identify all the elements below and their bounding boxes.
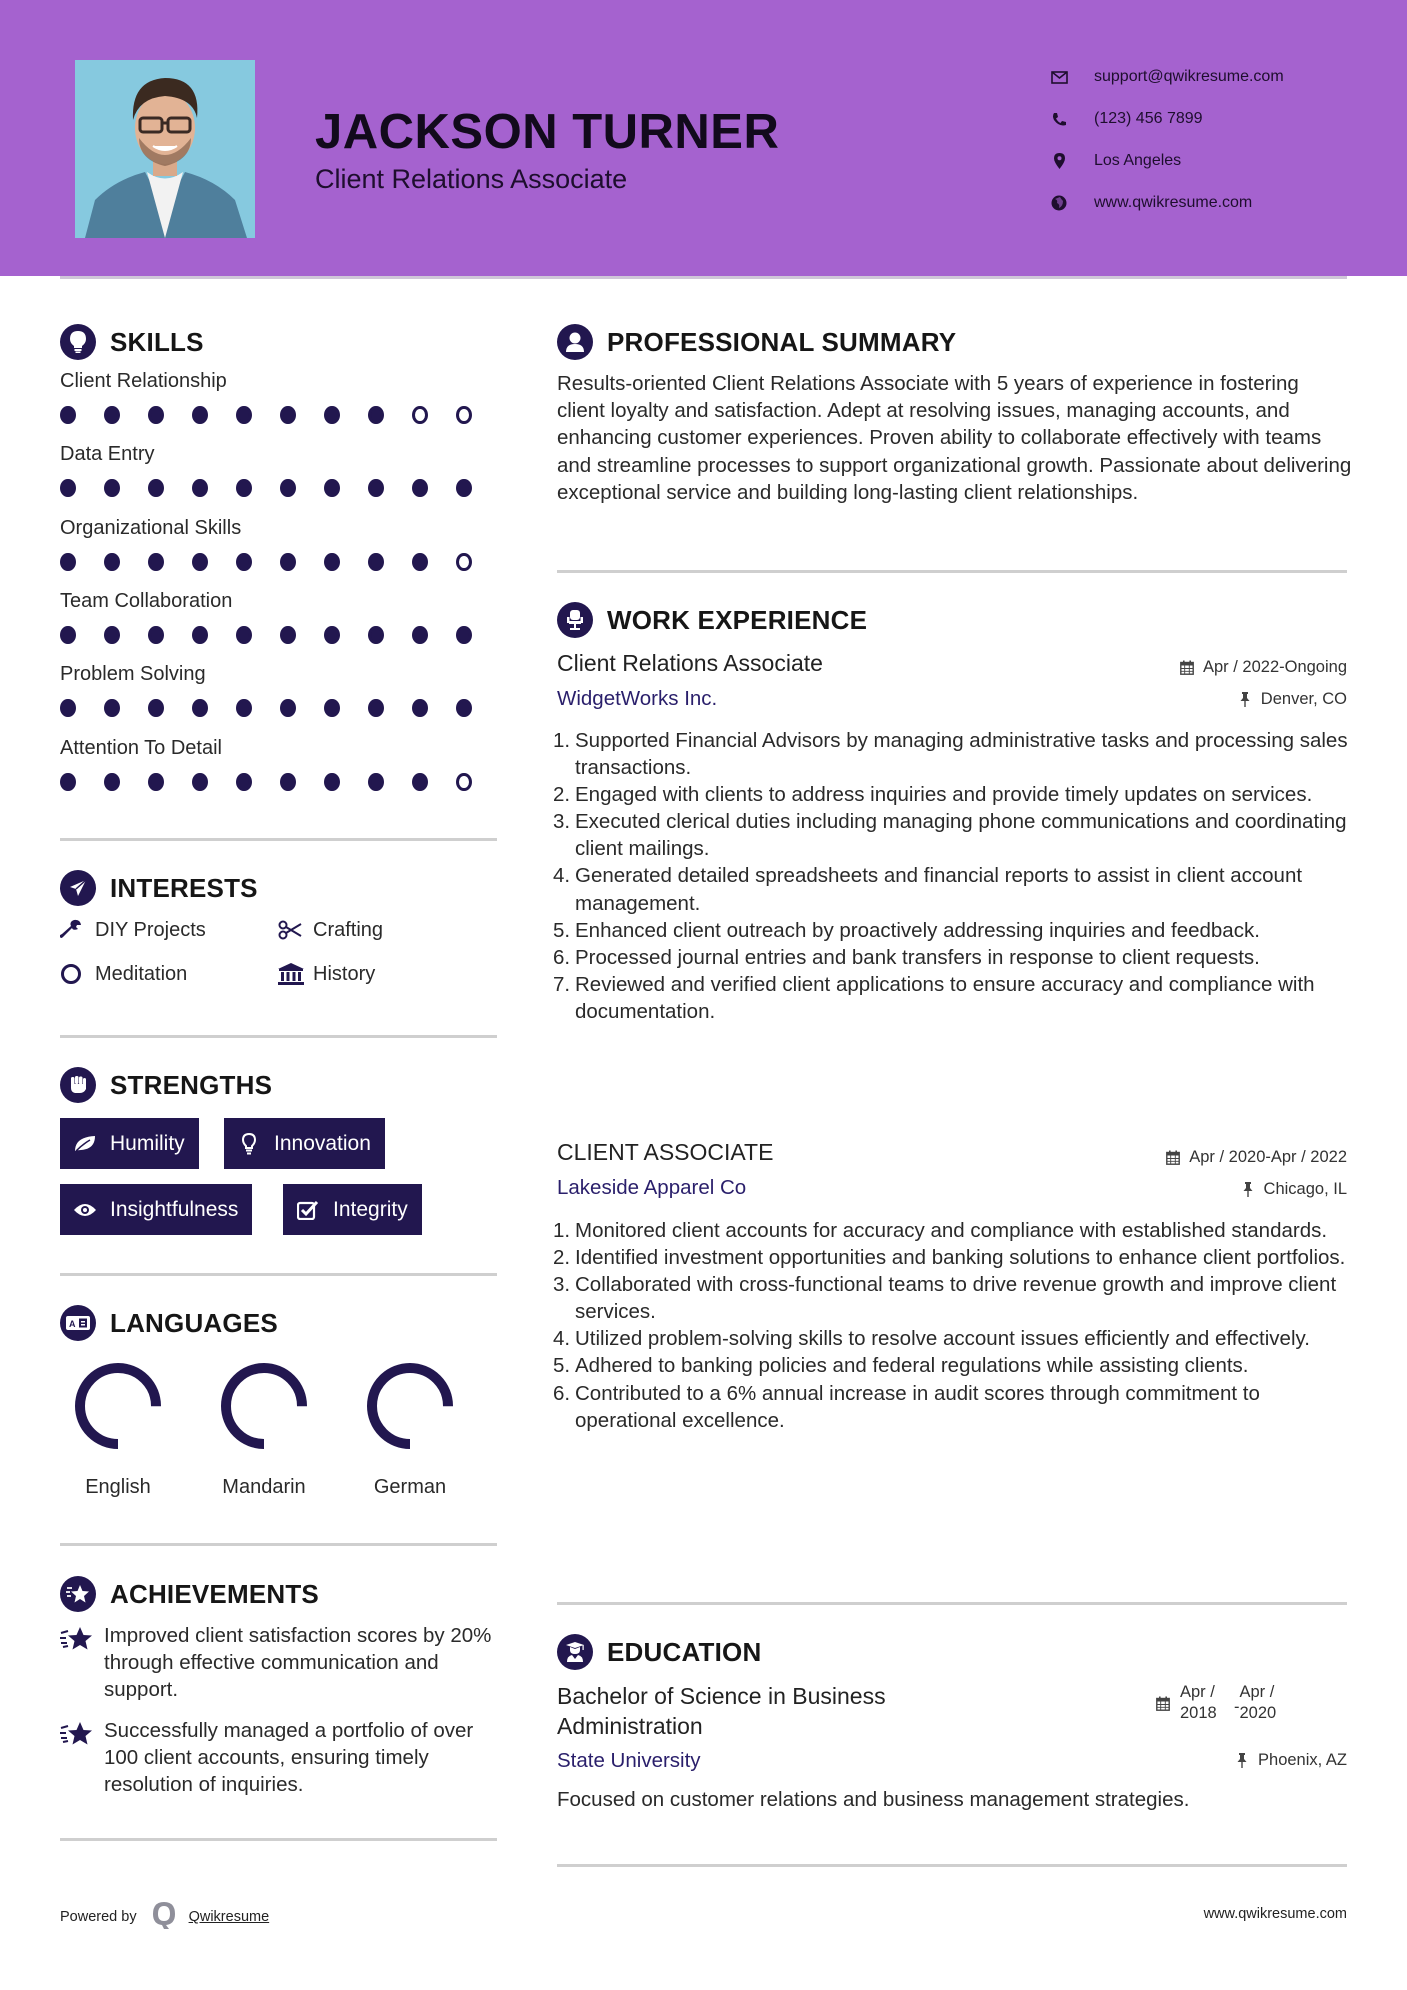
responsibility-item (553, 727, 1352, 781)
phone-icon (1050, 110, 1068, 128)
responsibility-item (553, 1217, 1352, 1244)
languages-title: LANGUAGES (110, 1307, 278, 1338)
responsibility-text: Contributed to a 6% annual increase in audit scores through commitment to operational excellence. (575, 1381, 1260, 1432)
rating-dot-filled (192, 553, 208, 571)
qwikresume-link[interactable]: Qwikresume (188, 1909, 270, 1925)
job-dates (1165, 1148, 1347, 1167)
language-icon (60, 1305, 96, 1341)
education-description: Focused on customer relations and business management strategies. (557, 1788, 1190, 1811)
skill-rating (60, 773, 500, 791)
responsibility-text: Collaborated with cross-functional teams to drive revenue growth and improve client services. (575, 1273, 1337, 1324)
contact-location (1050, 140, 1284, 182)
end-month: Apr / (1239, 1683, 1275, 1701)
experience-heading (557, 602, 867, 638)
calendar-icon (1165, 1150, 1181, 1166)
interests-title: INTERESTS (110, 872, 258, 903)
education-end (1240, 1682, 1290, 1724)
job-title: CLIENT ASSOCIATE (557, 1139, 774, 1165)
responsibility-item (553, 1325, 1352, 1352)
skill-rating (60, 699, 500, 717)
qwikresume-logo-icon (151, 1900, 177, 1934)
strength-tag-humility (60, 1118, 199, 1169)
skill-name: Data Entry (60, 443, 155, 466)
rating-dot-filled (60, 406, 76, 424)
job-dates (1179, 658, 1347, 677)
achievements-title: ACHIEVEMENTS (110, 1578, 319, 1609)
responsibility-item (553, 971, 1352, 1025)
list-number: 7. (553, 972, 571, 996)
contact-website[interactable] (1050, 182, 1284, 224)
list-number: 4. (553, 864, 571, 888)
rating-dot-filled (412, 773, 428, 791)
calendar-icon (1156, 1696, 1172, 1711)
section-divider (60, 1838, 497, 1841)
contact-location-text: Los Angeles (1094, 152, 1182, 169)
contact-email[interactable] (1050, 56, 1284, 98)
skills-heading (60, 324, 204, 360)
skill-item (60, 370, 500, 424)
section-divider (557, 570, 1347, 573)
rating-dot-empty (456, 773, 472, 791)
list-number: 3. (553, 1273, 571, 1297)
rating-dot-filled (104, 406, 120, 424)
interest-item (278, 962, 375, 986)
rating-dot-filled (456, 699, 472, 717)
globe-icon (1050, 194, 1068, 212)
skill-item (60, 590, 500, 644)
responsibility-text: Engaged with clients to address inquiries and provide timely updates on services. (575, 783, 1313, 807)
rating-dot-filled (280, 626, 296, 644)
job-company: Lakeside Apparel Co (557, 1176, 747, 1199)
list-number: 6. (553, 945, 571, 969)
language-progress-ring (72, 1360, 164, 1452)
rating-dot-empty (456, 553, 472, 571)
interest-item (60, 918, 206, 942)
star-badge-icon (60, 1576, 96, 1612)
education-location-text: Phoenix, AZ (1258, 1751, 1347, 1769)
rating-dot-filled (148, 699, 164, 717)
responsibility-text: Reviewed and verified client applications to ensure accuracy and compliance with documentation. (575, 972, 1315, 1023)
strengths-title: STRENGTHS (110, 1069, 273, 1100)
rating-dot-filled (60, 773, 76, 791)
skill-rating (60, 553, 500, 571)
rating-dot-filled (324, 626, 340, 644)
rating-dot-filled (104, 479, 120, 497)
interest-label: Meditation (95, 962, 188, 985)
responsibility-text: Adhered to banking policies and federal regulations while assisting clients. (575, 1354, 1249, 1378)
interest-label: Crafting (313, 918, 384, 941)
contact-phone[interactable] (1050, 98, 1284, 140)
list-number: 4. (553, 1327, 571, 1351)
degree-line-1: Bachelor of Science in Business (557, 1683, 886, 1709)
pushpin-icon (1234, 1753, 1250, 1769)
list-number: 1. (553, 729, 571, 752)
strength-label: Innovation (274, 1131, 371, 1155)
responsibility-item (553, 808, 1352, 862)
rating-dot-filled (324, 479, 340, 497)
list-number: 5. (553, 1354, 571, 1378)
rating-dot-filled (368, 553, 384, 571)
rating-dot-filled (280, 553, 296, 571)
rating-dot-filled (60, 479, 76, 497)
contact-website-text: www.qwikresume.com (1094, 194, 1253, 211)
leaf-icon (72, 1133, 98, 1155)
candidate-name: JACKSON TURNER (315, 105, 780, 159)
list-number: 2. (553, 1246, 571, 1270)
achievements-heading (60, 1576, 319, 1612)
rating-dot-filled (148, 773, 164, 791)
interests-heading (60, 870, 258, 906)
responsibility-item (553, 1352, 1352, 1379)
list-number: 2. (553, 783, 571, 807)
education-heading (557, 1634, 761, 1670)
skill-name: Organizational Skills (60, 516, 242, 539)
skill-item (60, 663, 500, 717)
achievement-text: Successfully managed a portfolio of over 100 client accounts, ensuring timely resolution of inquiries. (104, 1719, 474, 1796)
achievement-item (60, 1717, 500, 1798)
responsibility-text: Executed clerical duties including managing phone communications and coordinating client mailings. (575, 810, 1347, 861)
lightbulb-icon (60, 324, 96, 360)
contact-phone-text: (123) 456 7899 (1094, 110, 1203, 127)
section-divider (557, 1602, 1347, 1605)
responsibility-text: Supported Financial Advisors by managing administrative tasks and processing sales transactions. (575, 729, 1348, 780)
rating-dot-filled (60, 626, 76, 644)
section-divider (60, 1543, 497, 1546)
education-title: EDUCATION (607, 1636, 762, 1667)
rating-dot-filled (192, 479, 208, 497)
strength-tag-insightfulness (60, 1184, 252, 1235)
paper-plane-icon (60, 870, 96, 906)
rating-dot-filled (148, 406, 164, 424)
wrench-icon (60, 918, 86, 942)
start-month: Apr / (1180, 1683, 1215, 1701)
rating-dot-filled (104, 553, 120, 571)
rating-dot-filled (324, 699, 340, 717)
start-year: 2018 (1180, 1704, 1217, 1722)
lightbulb-outline-icon (236, 1133, 262, 1155)
language-name: Mandarin (222, 1476, 306, 1498)
rating-dot-filled (412, 626, 428, 644)
job-location-text: Denver, CO (1260, 690, 1347, 708)
rating-dot-filled (368, 699, 384, 717)
rating-dot-filled (280, 406, 296, 424)
rating-dot-filled (236, 479, 252, 497)
summary-title: PROFESSIONAL SUMMARY (607, 326, 957, 357)
scissors-icon (278, 918, 304, 942)
job-responsibilities (553, 1217, 1352, 1434)
rating-dot-filled (368, 773, 384, 791)
language-name: German (373, 1476, 447, 1498)
languages-heading (60, 1305, 278, 1341)
graduate-icon (557, 1634, 593, 1670)
school-name: State University (557, 1749, 701, 1772)
job-title: Client Relations Associate (557, 650, 823, 676)
skills-title: SKILLS (110, 326, 204, 357)
end-year: 2020 (1239, 1704, 1277, 1722)
rating-dot-empty (456, 406, 472, 424)
pushpin-icon (1240, 1182, 1256, 1198)
rating-dot-filled (192, 406, 208, 424)
strength-label: Integrity (333, 1197, 408, 1221)
list-number: 1. (553, 1219, 571, 1242)
job-company: WidgetWorks Inc. (557, 687, 718, 710)
fist-icon (60, 1067, 96, 1103)
responsibility-item (553, 944, 1352, 971)
skill-name: Team Collaboration (60, 589, 233, 612)
user-icon (557, 324, 593, 360)
candidate-role: Client Relations Associate (315, 164, 628, 194)
responsibility-text: Monitored client accounts for accuracy and compliance with established standards. (575, 1219, 1328, 1242)
skill-rating (60, 406, 500, 424)
strength-label: Humility (110, 1131, 185, 1155)
eye-icon (72, 1199, 98, 1221)
rating-dot-filled (104, 773, 120, 791)
skill-name: Problem Solving (60, 663, 206, 686)
rating-dot-filled (456, 626, 472, 644)
profile-photo (75, 60, 255, 238)
rating-dot-filled (412, 479, 428, 497)
date-separator: - (1234, 1697, 1240, 1716)
language-name: English (85, 1476, 151, 1498)
rating-dot-filled (192, 773, 208, 791)
responsibility-item (553, 1271, 1352, 1325)
job-location-text: Chicago, IL (1263, 1180, 1347, 1198)
rating-dot-filled (192, 626, 208, 644)
responsibility-text: Processed journal entries and bank transfers in response to client requests. (575, 945, 1260, 969)
skill-item (60, 517, 500, 571)
experience-title: WORK EXPERIENCE (607, 604, 868, 635)
responsibility-item (553, 917, 1352, 944)
rating-dot-filled (456, 479, 472, 497)
skill-item (60, 443, 500, 497)
achievement-item (60, 1622, 500, 1703)
responsibility-item (553, 781, 1352, 808)
checkbox-icon (295, 1199, 321, 1221)
list-number: 3. (553, 810, 571, 834)
strength-label: Insightfulness (110, 1197, 239, 1221)
rating-dot-filled (368, 626, 384, 644)
rating-dot-filled (60, 699, 76, 717)
bank-icon (278, 962, 304, 986)
rating-dot-filled (236, 553, 252, 571)
rating-dot-filled (104, 626, 120, 644)
footer-powered-by (60, 1900, 269, 1934)
degree-title (557, 1681, 886, 1741)
map-marker-icon (1050, 152, 1068, 170)
achievement-text: Improved client satisfaction scores by 20% through effective communication and support. (104, 1624, 492, 1701)
education-location (1234, 1751, 1347, 1770)
language-item (58, 1360, 178, 1499)
rating-dot-filled (324, 773, 340, 791)
list-number: 5. (553, 918, 571, 942)
education-start (1180, 1682, 1234, 1724)
rating-dot-filled (280, 699, 296, 717)
job-dates-text: Apr / 2020-Apr / 2022 (1189, 1148, 1347, 1166)
rating-dot-filled (368, 406, 384, 424)
rating-dot-filled (412, 699, 428, 717)
interest-label: DIY Projects (95, 918, 206, 941)
summary-heading (557, 324, 956, 360)
rating-dot-filled (280, 479, 296, 497)
responsibility-item (553, 862, 1352, 916)
interest-item (60, 962, 187, 986)
language-item (350, 1360, 470, 1499)
education-dates (1156, 1682, 1290, 1724)
skill-name: Attention To Detail (60, 736, 222, 759)
star-icon (60, 1622, 94, 1703)
language-progress-ring (364, 1360, 456, 1452)
rating-dot-filled (60, 553, 76, 571)
job-location (1237, 690, 1347, 709)
language-item (204, 1360, 324, 1499)
strengths-heading (60, 1067, 272, 1103)
rating-dot-filled (148, 626, 164, 644)
rating-dot-filled (148, 479, 164, 497)
rating-dot-empty (412, 406, 428, 424)
responsibility-text: Identified investment opportunities and banking solutions to enhance client portfolios. (575, 1246, 1346, 1270)
rating-dot-filled (324, 553, 340, 571)
section-divider (557, 1864, 1347, 1867)
degree-line-2: Administration (557, 1713, 703, 1739)
skill-item (60, 737, 500, 791)
rating-dot-filled (236, 699, 252, 717)
star-icon (60, 1717, 94, 1798)
section-divider (60, 838, 497, 841)
list-number: 6. (553, 1381, 571, 1405)
envelope-icon (1050, 68, 1068, 86)
section-divider (60, 1273, 497, 1276)
section-divider (60, 1035, 497, 1038)
rating-dot-filled (368, 479, 384, 497)
job-location (1240, 1180, 1347, 1199)
powered-by-label: Powered by (60, 1909, 137, 1925)
strength-tag-innovation (224, 1118, 385, 1169)
responsibility-item (553, 1380, 1352, 1434)
rating-dot-filled (236, 626, 252, 644)
contact-list (1050, 56, 1284, 224)
skill-name: Client Relationship (60, 370, 227, 392)
job-dates-text: Apr / 2022-Ongoing (1202, 658, 1347, 676)
rating-dot-filled (192, 699, 208, 717)
rating-dot-filled (412, 553, 428, 571)
responsibility-item (553, 1244, 1352, 1271)
office-chair-icon (557, 602, 593, 638)
calendar-icon (1179, 660, 1195, 676)
strength-tag-integrity (283, 1184, 422, 1235)
job-responsibilities (553, 727, 1352, 1025)
pushpin-icon (1237, 692, 1253, 708)
interest-item (278, 918, 383, 942)
circle-icon (60, 962, 86, 986)
responsibility-text: Enhanced client outreach by proactively addressing inquiries and feedback. (575, 918, 1260, 942)
summary-text: Results-oriented Client Relations Associate with 5 years of experience in fostering client loyalty and satisfaction. Adept at resolving issues, managing accounts, and enhancing customer experiences. Proven ability to collaborate effectively with teams and streamline processes to support organizational growth. Passionate about delivering exceptional service and building long-lasting client relationships. (557, 372, 1352, 504)
skill-rating (60, 479, 500, 497)
contact-email-text: support@qwikresume.com (1094, 68, 1284, 85)
responsibility-text: Utilized problem-solving skills to resolve account issues efficiently and effectively. (575, 1327, 1310, 1351)
rating-dot-filled (236, 773, 252, 791)
rating-dot-filled (104, 699, 120, 717)
rating-dot-filled (324, 406, 340, 424)
interest-label: History (313, 962, 376, 985)
header-divider (60, 276, 1347, 279)
rating-dot-filled (148, 553, 164, 571)
svg-text:A: A (69, 1319, 76, 1329)
rating-dot-filled (280, 773, 296, 791)
language-progress-ring (218, 1360, 310, 1452)
footer-website[interactable]: www.qwikresume.com (1203, 1906, 1347, 1922)
skill-rating (60, 626, 500, 644)
rating-dot-filled (236, 406, 252, 424)
responsibility-text: Generated detailed spreadsheets and financial reports to assist in client account management. (575, 864, 1303, 915)
